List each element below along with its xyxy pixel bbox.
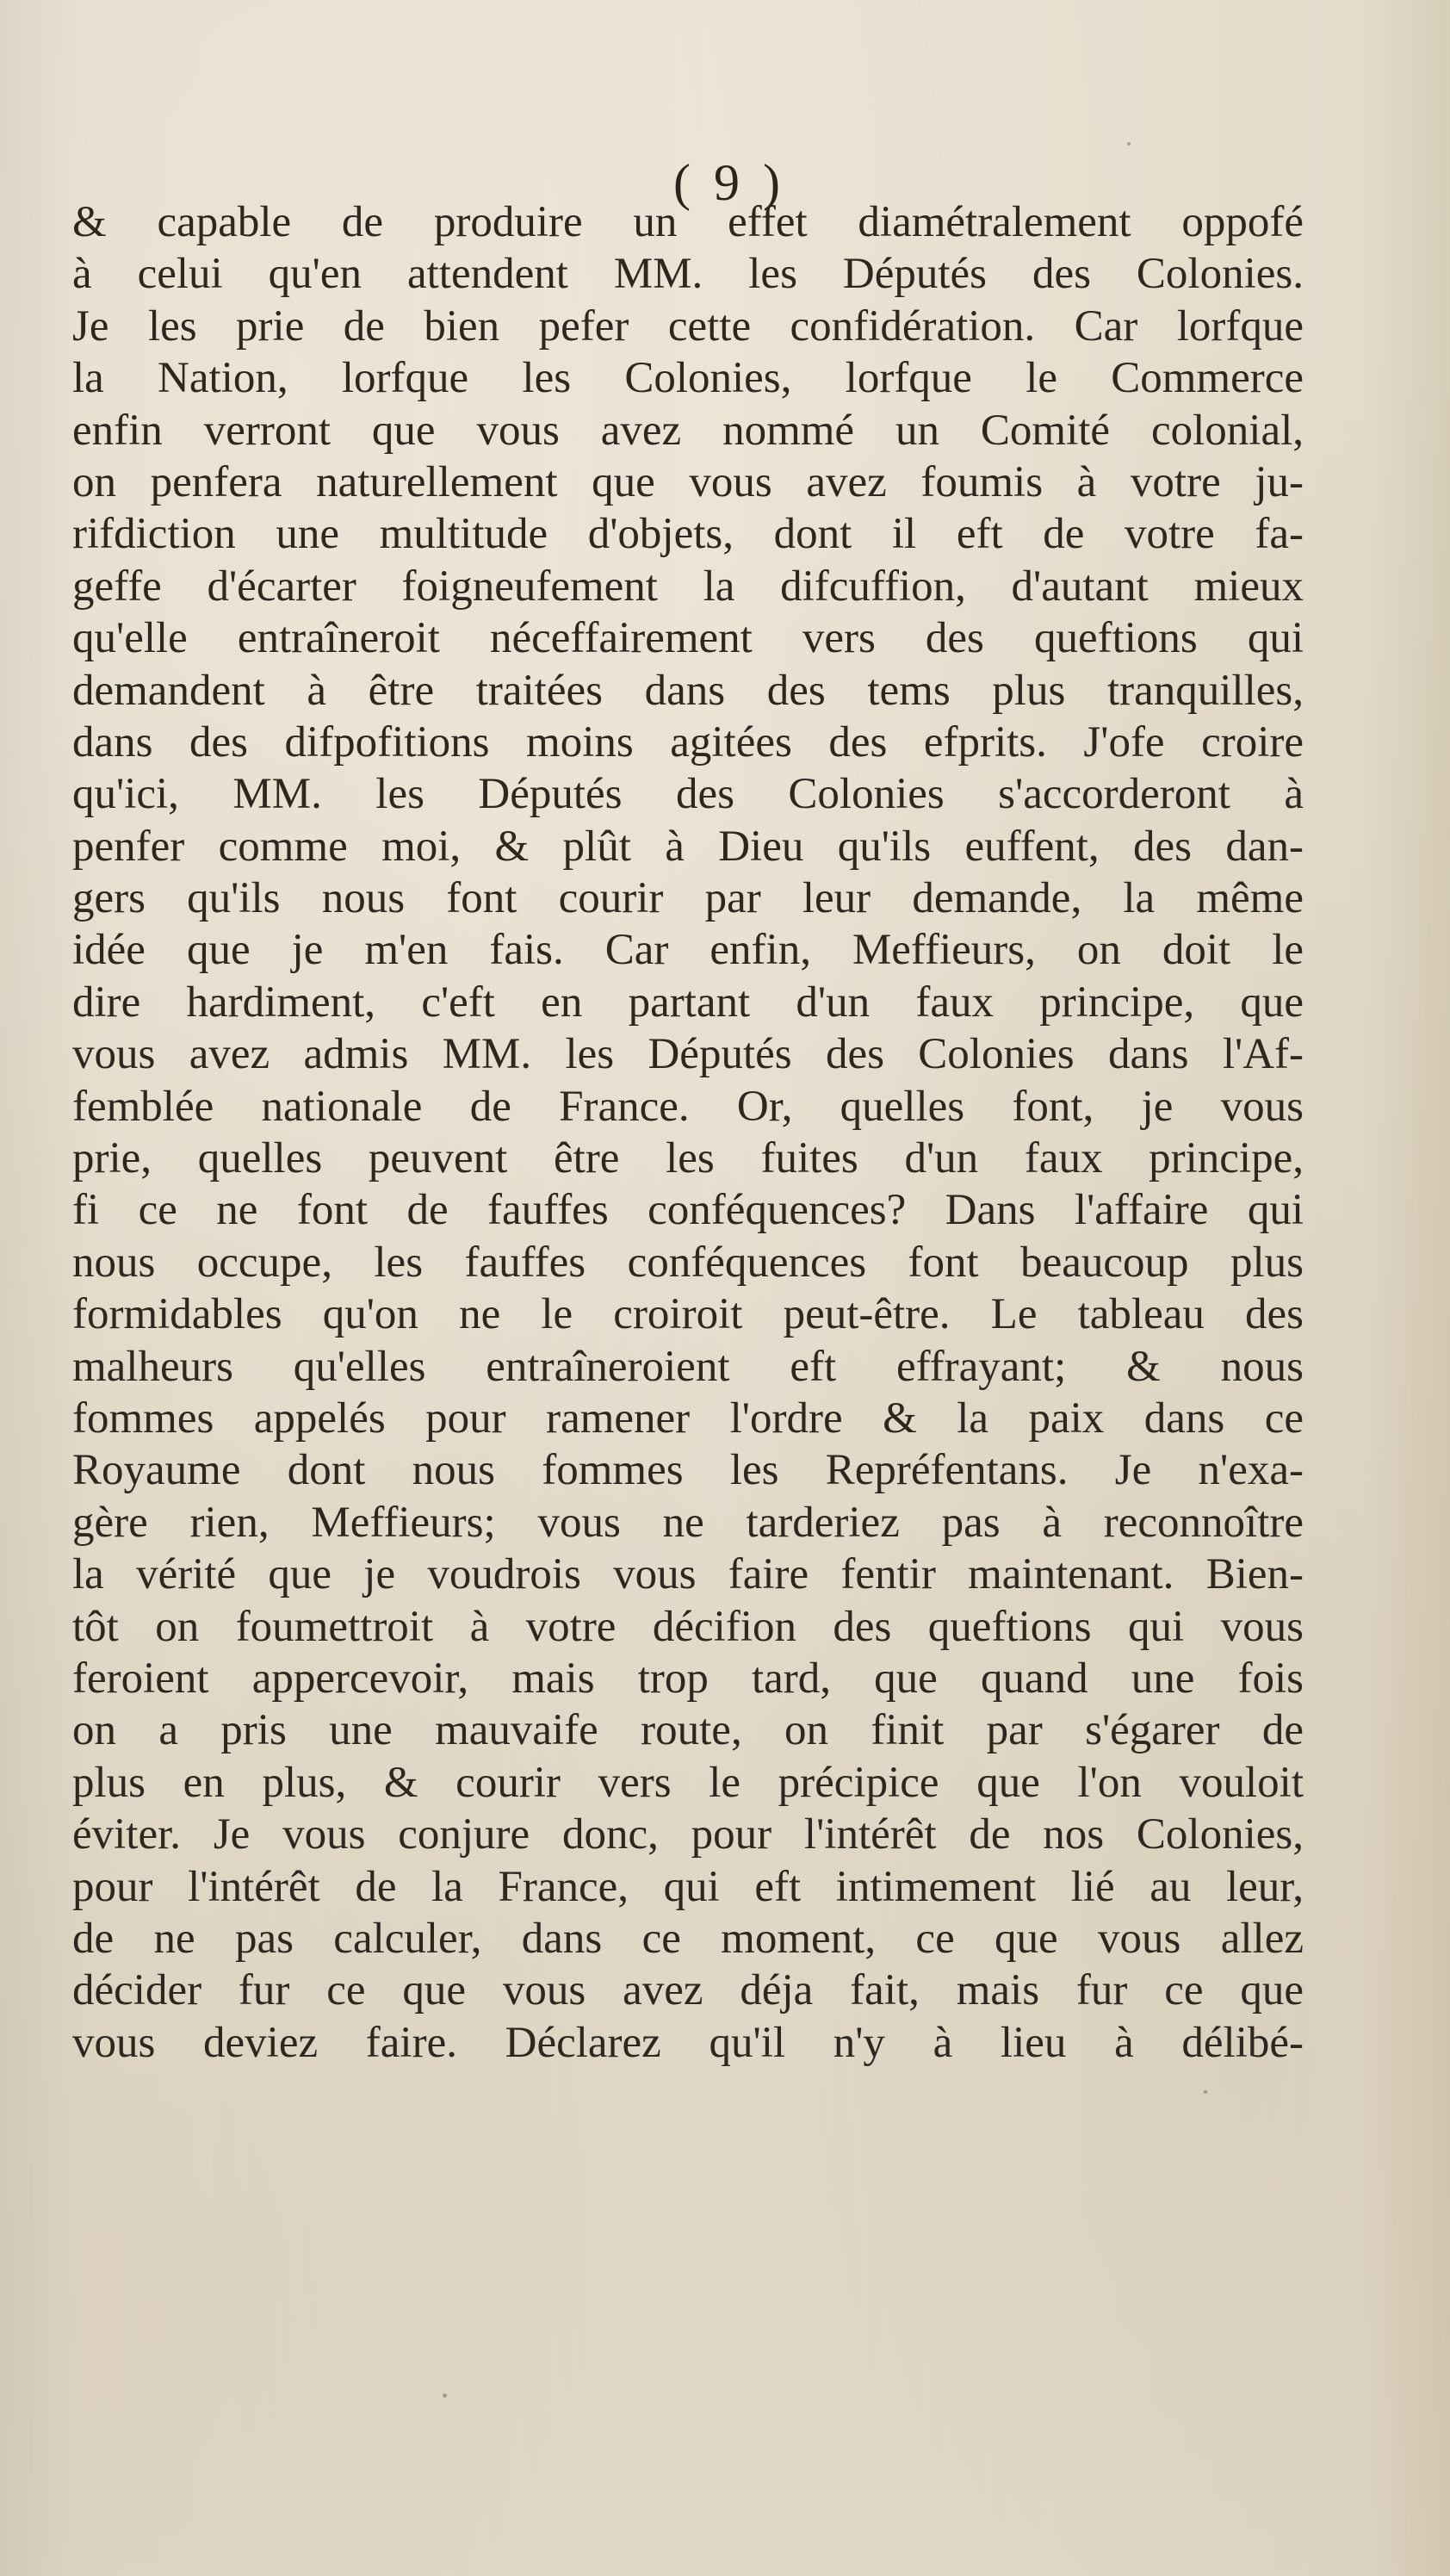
text-line: on penfera naturellement que vous avez foumis à votre ju-	[72, 457, 1304, 506]
text-line: pour l'intérêt de la France, qui eft intimement lié au leur,	[72, 1862, 1304, 1911]
text-line: prie, quelles peuvent être les fuites d'un faux principe,	[72, 1134, 1304, 1183]
text-line: fi ce ne font de fauffes conféquences? Dans l'affaire qui	[72, 1186, 1304, 1235]
text-line: idée que je m'en fais. Car enfin, Meffieurs, on doit le	[72, 926, 1304, 975]
text-line: éviter. Je vous conjure donc, pour l'intérêt de nos Colonies,	[72, 1810, 1304, 1859]
text-line: & capable de produire un effet diamétralement oppofé	[72, 198, 1304, 246]
text-line: qu'ici, MM. les Députés des Colonies s'accorderont à	[72, 770, 1304, 819]
text-line: penfer comme moi, & plût à Dieu qu'ils euffent, des dan-	[72, 822, 1304, 871]
text-line: vous deviez faire. Déclarez qu'il n'y à lieu à délibé-	[72, 2018, 1304, 2067]
text-line: la Nation, lorfque les Colonies, lorfque le Commerce	[72, 354, 1304, 403]
text-line: Royaume dont nous fommes les Repréfentans. Je n'exa-	[72, 1446, 1304, 1495]
text-line: plus en plus, & courir vers le précipice que l'on vouloit	[72, 1758, 1304, 1807]
text-line: Je les prie de bien pefer cette confidération. Car lorfque	[72, 301, 1304, 351]
text-line: gers qu'ils nous font courir par leur demande, la même	[72, 874, 1304, 923]
paper-speck	[443, 2393, 447, 2398]
text-line: la vérité que je voudrois vous faire fentir maintenant. Bien-	[72, 1550, 1304, 1599]
text-line: geffe d'écarter foigneufement la difcuffion, d'autant mieux	[72, 562, 1304, 611]
paper-speck	[1204, 2090, 1207, 2094]
text-line: qu'elle entraîneroit néceffairement vers des queftions qui	[72, 614, 1304, 663]
text-line: femblée nationale de France. Or, quelles font, je vous	[72, 1082, 1304, 1131]
body-text	[72, 196, 1304, 2069]
paper-speck	[1127, 142, 1131, 146]
text-line: de ne pas calculer, dans ce moment, ce que vous allez	[72, 1914, 1304, 1963]
text-line: nous occupe, les fauffes conféquences font beaucoup plus	[72, 1238, 1304, 1287]
text-line: formidables qu'on ne le croiroit peut-être. Le tableau des	[72, 1290, 1304, 1339]
text-line: feroient appercevoir, mais trop tard, que quand une fois	[72, 1654, 1304, 1703]
text-line: on a pris une mauvaife route, on finit par s'égarer de	[72, 1706, 1304, 1755]
text-line: gère rien, Meffieurs; vous ne tarderiez pas à reconnoître	[72, 1498, 1304, 1547]
text-line: demandent à être traitées dans des tems plus tranquilles,	[72, 666, 1304, 715]
text-line: vous avez admis MM. les Députés des Colonies dans l'Af-	[72, 1030, 1304, 1079]
page-number: ( 9 )	[673, 154, 785, 211]
text-line: dans des difpofitions moins agitées des efprits. J'ofe croire	[72, 717, 1304, 767]
text-line: rifdiction une multitude d'objets, dont il eft de votre fa-	[72, 510, 1304, 559]
text-line: tôt on foumettroit à votre décifion des queftions qui vous	[72, 1602, 1304, 1651]
text-line: malheurs qu'elles entraîneroient eft effrayant; & nous	[72, 1342, 1304, 1391]
text-line: fommes appelés pour ramener l'ordre & la paix dans ce	[72, 1394, 1304, 1443]
text-line: enfin verront que vous avez nommé un Comité colonial,	[72, 406, 1304, 455]
text-line: dire hardiment, c'eft en partant d'un faux principe, que	[72, 978, 1304, 1027]
text-line: décider fur ce que vous avez déja fait, mais fur ce que	[72, 1966, 1304, 2015]
text-line: à celui qu'en attendent MM. les Députés des Colonies.	[72, 250, 1304, 299]
